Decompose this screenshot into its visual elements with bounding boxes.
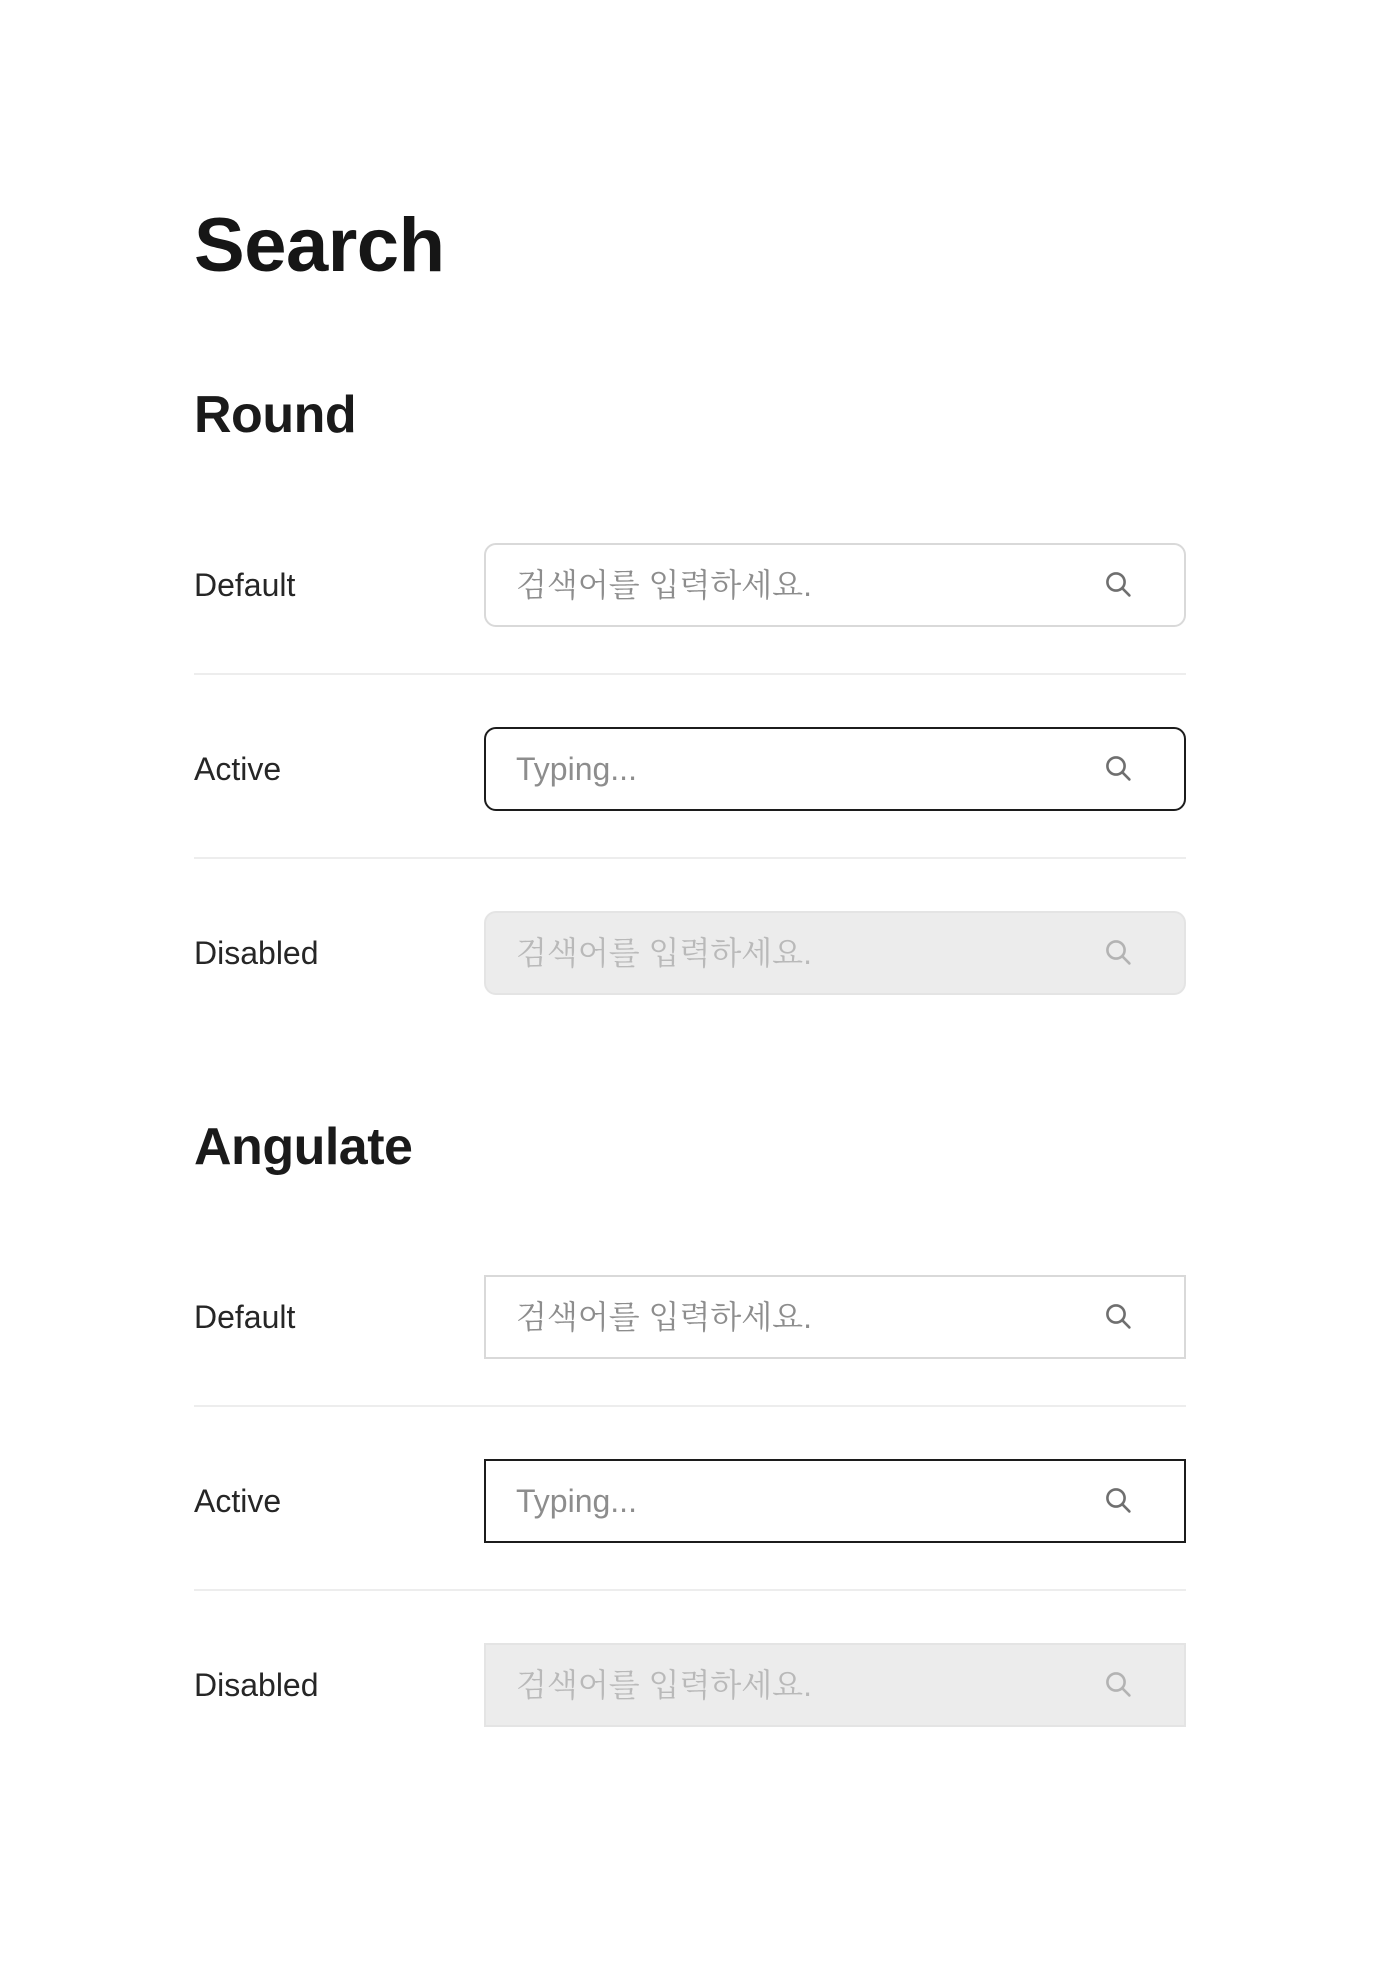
- search-input: [486, 913, 1104, 993]
- search-field-angulate-disabled: [484, 1643, 1186, 1727]
- search-field-angulate-default[interactable]: [484, 1275, 1186, 1359]
- section-heading-round: Round: [194, 386, 357, 444]
- form-row-round-default: [194, 491, 1186, 673]
- form-row-angulate-default: [194, 1223, 1186, 1405]
- field-label: Disabled: [194, 1667, 319, 1703]
- search-field-round-disabled: [484, 911, 1186, 995]
- field-label: Active: [194, 1483, 282, 1519]
- field-label: Default: [194, 1299, 296, 1335]
- search-icon[interactable]: [1104, 570, 1134, 600]
- form-row-angulate-active: [194, 1407, 1186, 1589]
- search-icon: [1104, 1670, 1134, 1700]
- search-icon: [1104, 938, 1134, 968]
- page-title: Search: [194, 203, 445, 288]
- section-heading-angulate: Angulate: [194, 1118, 413, 1176]
- field-label: Disabled: [194, 935, 319, 971]
- section-angulate: [194, 1116, 1186, 1773]
- form-row-round-disabled: [194, 859, 1186, 1041]
- search-field-angulate-active[interactable]: [484, 1459, 1186, 1543]
- search-input[interactable]: [486, 545, 1104, 625]
- search-icon[interactable]: [1104, 1486, 1134, 1516]
- search-input[interactable]: [486, 729, 1104, 809]
- form-row-angulate-disabled: [194, 1591, 1186, 1773]
- search-input[interactable]: [486, 1461, 1104, 1541]
- field-label: Default: [194, 567, 296, 603]
- search-icon[interactable]: [1104, 1302, 1134, 1332]
- search-input[interactable]: [486, 1277, 1104, 1357]
- search-field-round-active[interactable]: [484, 727, 1186, 811]
- search-icon[interactable]: [1104, 754, 1134, 784]
- form-row-round-active: [194, 675, 1186, 857]
- search-input: [486, 1645, 1104, 1725]
- field-label: Active: [194, 751, 282, 787]
- search-field-round-default[interactable]: [484, 543, 1186, 627]
- section-round: [194, 384, 1186, 1041]
